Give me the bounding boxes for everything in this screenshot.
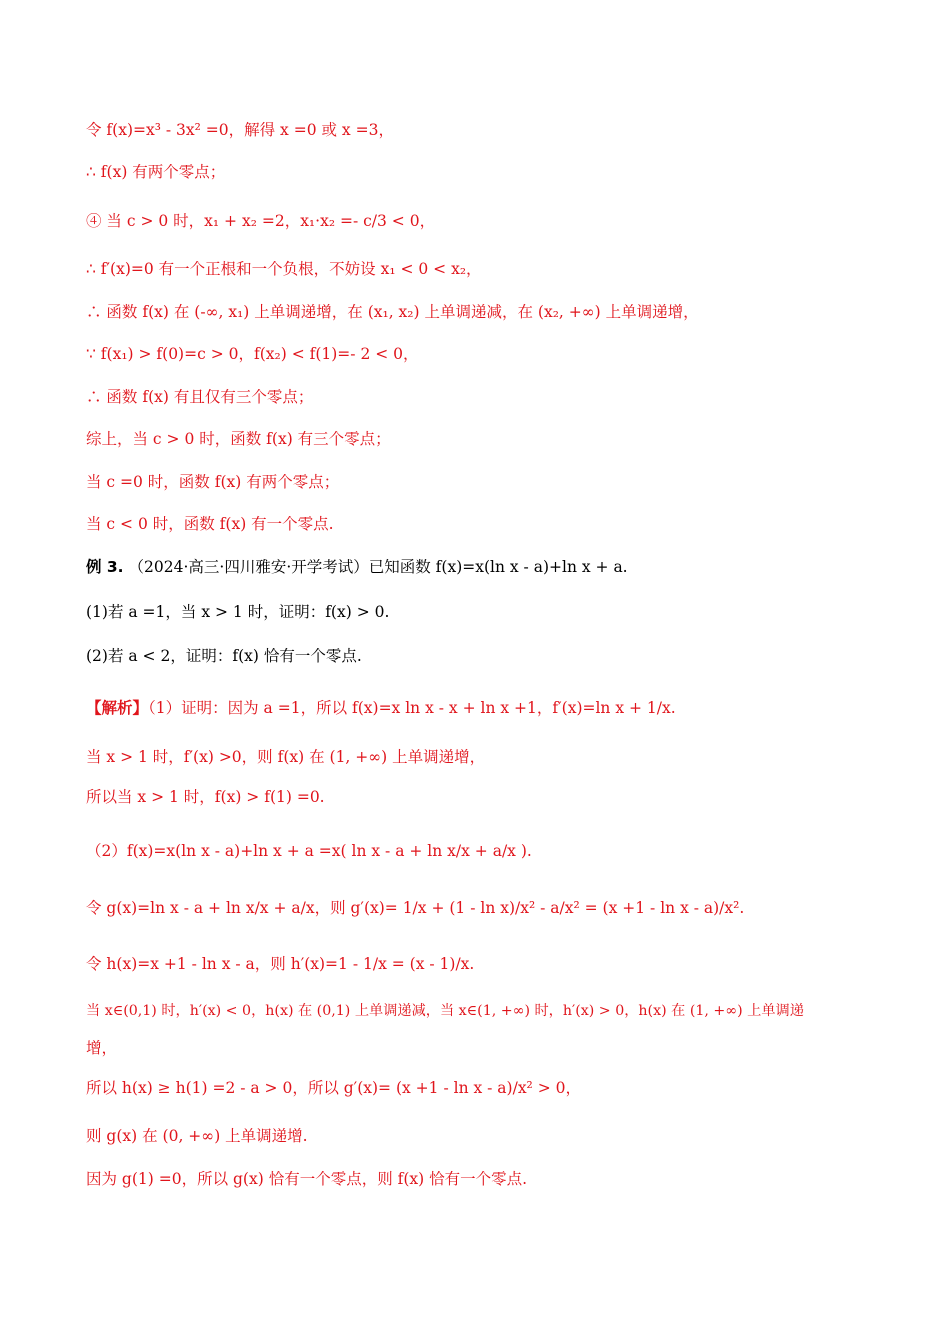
solution-line-3: 所以当 x > 1 时，f(x) > f(1) =0.: [86, 788, 325, 806]
solution-line-1-text: （1）证明：因为 a =1，所以 f(x)=x ln x - x + ln x +1，f′(x)=ln x + 1/x.: [148, 699, 676, 717]
question-1: (1)若 a =1，当 x > 1 时，证明：f(x) > 0.: [86, 603, 390, 621]
solution-line-11: 因为 g(1) =0，所以 g(x) 恰有一个零点，则 f(x) 恰有一个零点.: [86, 1170, 528, 1188]
question-2: (2)若 a < 2，证明：f(x) 恰有一个零点.: [86, 647, 362, 665]
solution-line-4: （2）f(x)=x(ln x - a)+ln x + a =x( ln x - a + ln x/x + a/x ).: [86, 842, 532, 860]
text-line-5: ∴ 函数 f(x) 在 (-∞, x₁) 上单调递增，在 (x₁, x₂) 上单调递减，在 (x₂, +∞) 上单调递增，: [86, 303, 699, 321]
text-line-4: ∴ f′(x)=0 有一个正根和一个负根，不妨设 x₁ < 0 < x₂，: [86, 260, 482, 278]
summary-line-2: 当 c =0 时，函数 f(x) 有两个零点；: [86, 473, 340, 491]
summary-line-1: 综上，当 c > 0 时，函数 f(x) 有三个零点；: [86, 430, 391, 448]
solution-line-10: 则 g(x) 在 (0, +∞) 上单调递增.: [86, 1127, 308, 1145]
solution-line-8: 增，: [86, 1039, 118, 1057]
text-line-6: ∵ f(x₁) > f(0)=c > 0，f(x₂) < f(1)=- 2 < 0，: [86, 345, 419, 363]
solution-tag: 【解析】: [86, 698, 149, 717]
summary-line-3: 当 c < 0 时，函数 f(x) 有一个零点.: [86, 515, 334, 533]
example-text: （2024·高三·四川雅安·开学考试）已知函数 f(x)=x(ln x - a)+ln x + a.: [128, 558, 628, 576]
solution-line-1: [86, 697, 890, 719]
solution-line-6: 令 h(x)=x +1 - ln x - a，则 h′(x)=1 - 1/x = (x - 1)/x.: [86, 955, 475, 973]
text-line-7: ∴ 函数 f(x) 有且仅有三个零点；: [86, 388, 314, 406]
text-line-2: ∴ f(x) 有两个零点；: [86, 163, 226, 181]
example-label: 例 3.: [86, 558, 124, 576]
text-line-3: ④ 当 c > 0 时，x₁ + x₂ =2，x₁·x₂ =- c/3 < 0，: [86, 212, 436, 230]
solution-line-5: 令 g(x)=ln x - a + ln x/x + a/x，则 g′(x)= 1/x + (1 - ln x)/x² - a/x² = (x +1 - ln x - a)/x².: [86, 899, 745, 917]
example-statement: [86, 556, 890, 578]
solution-line-9: 所以 h(x) ≥ h(1) =2 - a > 0，所以 g′(x)= (x +1 - ln x - a)/x² > 0，: [86, 1079, 581, 1097]
solution-line-7: 当 x∈(0,1) 时，h′(x) < 0，h(x) 在 (0,1) 上单调递减，当 x∈(1, +∞) 时，h′(x) > 0，h(x) 在 (1, +∞) 上单调递: [86, 1003, 804, 1019]
text-line-1: 令 f(x)=x³ - 3x² =0，解得 x =0 或 x =3，: [86, 121, 394, 139]
solution-line-2: 当 x > 1 时，f′(x) >0，则 f(x) 在 (1, +∞) 上单调递增，: [86, 748, 486, 766]
